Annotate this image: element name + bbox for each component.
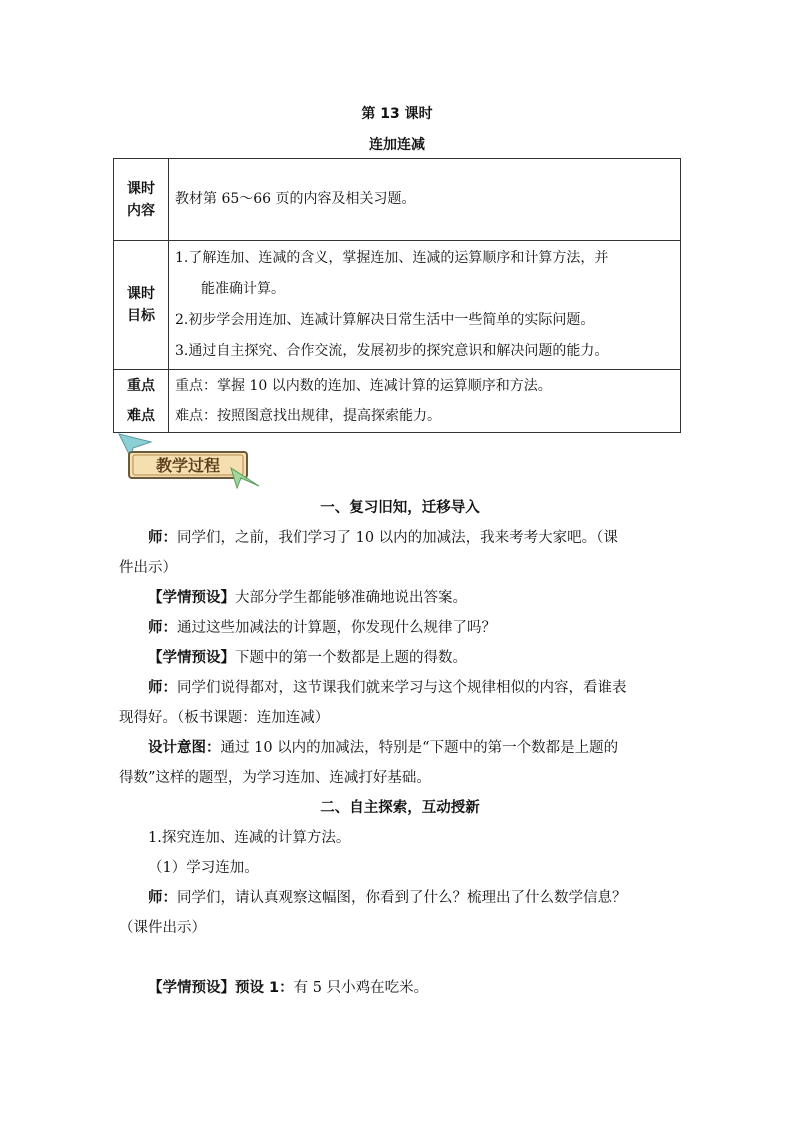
paragraph [119, 643, 681, 673]
paragraph-text: 同学们，请认真观察这幅图，你看到了什么？梳理出了什么数学信息？ [177, 890, 627, 906]
paragraph [119, 523, 681, 553]
key-point-text: 重点：掌握 10 以内数的连加、连减计算的运算顺序和方法。 [175, 378, 552, 394]
speaker-label: 师： [148, 680, 177, 696]
speaker-label: 师： [148, 530, 177, 546]
prediction-label: 【学情预设】 [148, 650, 235, 666]
lesson-goals-cell [169, 241, 681, 370]
row-label-text: 课时 内容 [127, 180, 155, 219]
paragraph [119, 583, 681, 613]
table-row [114, 241, 681, 370]
paragraph-continued: 现得好。（板书课题：连加连减） [119, 710, 330, 726]
paragraph-text: 下题中的第一个数都是上题的得数。 [235, 650, 467, 666]
goal-item: 1.了解连加、连减的含义，掌握连加、连减的运算顺序和计算方法，并 [175, 250, 609, 266]
table-row [114, 159, 681, 241]
row-label-key-points [114, 370, 169, 433]
lesson-info-table [113, 158, 681, 433]
lesson-number-title: 第 13 课时 [361, 106, 433, 122]
row-label-goals [114, 241, 169, 370]
blank-space [119, 943, 681, 973]
speaker-label: 师： [148, 620, 177, 636]
row-label-text: 难点 [127, 408, 155, 424]
lesson-content-cell: 教材第 65～66 页的内容及相关习题。 [169, 159, 681, 241]
lesson-topic-title: 连加连减 [369, 137, 425, 153]
paragraph-text: 通过 10 以内的加减法，特别是“下题中的第一个数都是上题的 [220, 740, 619, 756]
row-label-content [114, 159, 169, 241]
paragraph [119, 883, 681, 913]
row-label-text: 重点 [127, 378, 155, 394]
paragraph: 1.探究连加、连减的计算方法。 [148, 830, 351, 846]
banner-label: 教学过程 [155, 456, 221, 475]
prediction-label: 【学情预设】预设 1： [148, 980, 294, 996]
paragraph [119, 973, 681, 1003]
paragraph-continued: 件出示） [119, 560, 177, 576]
paragraph-text: 同学们，之前，我们学习了 10 以内的加减法，我来考考大家吧。（课 [177, 530, 618, 546]
goal-item-continued: 能准确计算。 [201, 281, 285, 297]
paragraph-text: 通过这些加减法的计算题，你发现什么规律了吗？ [177, 620, 496, 636]
lesson-body [119, 493, 681, 1003]
paragraph-text: 大部分学生都能够准确地说出答案。 [235, 590, 467, 606]
prediction-label: 【学情预设】 [148, 590, 235, 606]
paragraph [119, 673, 681, 703]
table-row [114, 370, 681, 433]
paragraph-text: 同学们说得都对，这节课我们就来学习与这个规律相似的内容，看谁表 [177, 680, 627, 696]
paragraph: （1）学习连加。 [148, 860, 259, 876]
row-label-text: 课时 目标 [127, 286, 155, 324]
paragraph-continued: （课件出示） [119, 920, 206, 936]
goal-item: 2.初步学会用连加、连减计算解决日常生活中一些简单的实际问题。 [175, 312, 595, 328]
goal-item: 3.通过自主探究、合作交流，发展初步的探究意识和解决问题的能力。 [175, 343, 609, 359]
paragraph-continued: 得数”这样的题型，为学习连加、连减打好基础。 [119, 770, 431, 786]
teaching-process-banner [113, 432, 263, 492]
key-points-cell [169, 370, 681, 433]
paragraph [119, 613, 681, 643]
section-heading: 一、复习旧知，迁移导入 [320, 500, 480, 516]
speaker-label: 师： [148, 890, 177, 906]
difficult-point-text: 难点：按照图意找出规律，提高探索能力。 [175, 408, 441, 424]
paragraph [119, 733, 681, 763]
design-intent-label: 设计意图： [148, 740, 221, 756]
paragraph-text: 有 5 只小鸡在吃米。 [293, 980, 429, 996]
section-heading: 二、自主探索，互动授新 [320, 800, 480, 816]
